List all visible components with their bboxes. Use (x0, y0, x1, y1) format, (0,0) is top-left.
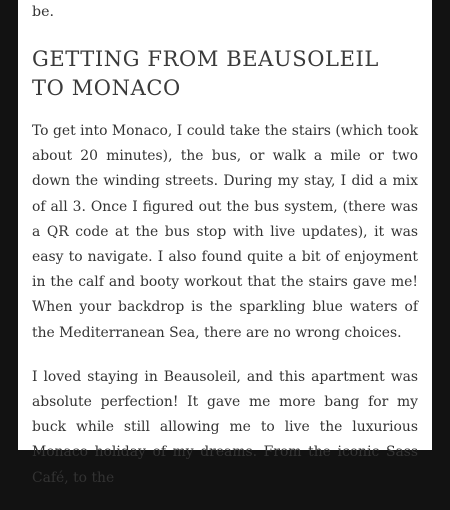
article-page (18, 0, 432, 486)
previous-paragraph-fragment (32, 0, 418, 25)
article-content (32, 0, 418, 510)
paragraph-getting-to-monaco: To get into Monaco, I could take the stairs (which took about 20 minutes), the bus, or walk a mile or two down the winding streets. During my stay, I did a mix of all 3. Once I figured out the bus system, (there was a QR code at the bus stop with live updates), it was easy to navigate. I also found quite a bit of enjoyment in the calf and booty workout that the stairs gave me! When your backdrop is the sparkling blue waters of the Mediterranean Sea, there are no wrong choices. (32, 123, 418, 341)
section-heading: GETTING FROM BEAUSOLEIL TO MONACO (32, 47, 379, 100)
previous-paragraph-tail: be. (32, 4, 54, 20)
paragraph-loved-beausoleil: I loved staying in Beausoleil, and this apartment was absolute perfection! It gave me more bang for my buck while still allowing me to live the luxurious Monaco holiday of my dreams. From the iconic Sass Café, to the (32, 368, 418, 486)
